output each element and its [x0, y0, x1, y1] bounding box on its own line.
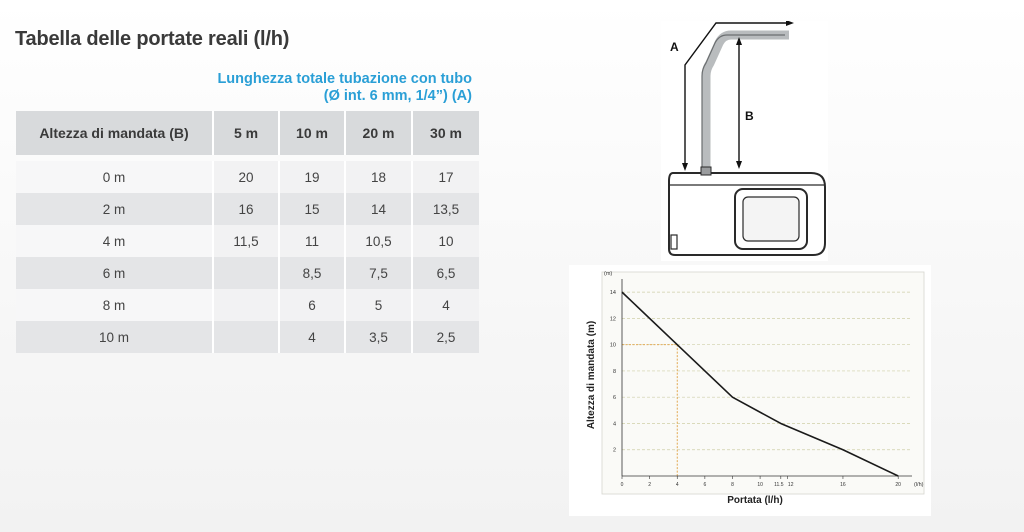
- table-cell: 6: [279, 289, 345, 321]
- table-row: [16, 161, 479, 193]
- table-cell: 6,5: [412, 257, 479, 289]
- x-tick-label: 11.5: [774, 482, 784, 488]
- table-row: [16, 321, 479, 353]
- table-cell: [213, 289, 279, 321]
- pump-body: [669, 167, 825, 255]
- table-cell: 3,5: [345, 321, 412, 353]
- x-tick-label: 20: [895, 482, 901, 488]
- y-tick-label: 14: [609, 290, 616, 297]
- table-cell: 7,5: [345, 257, 412, 289]
- x-tick-label: 2: [648, 482, 652, 488]
- table-cell: [213, 321, 279, 353]
- table-cell: 10,5: [345, 225, 412, 257]
- y-tick-label: 10: [609, 342, 616, 349]
- page-title: Tabella delle portate reali (l/h): [15, 28, 290, 50]
- flow-rate-table: [16, 111, 479, 353]
- y-tick-label: 8: [612, 368, 616, 375]
- table-row: [16, 289, 479, 321]
- pump-diagram: [661, 21, 828, 261]
- table-cell: 5: [345, 289, 412, 321]
- x-axis-label: Portata (l/h): [727, 495, 783, 506]
- caption-line-1: Lunghezza totale tubazione con tubo: [217, 71, 472, 87]
- table-cell: 11: [279, 225, 345, 257]
- x-tick-label: 16: [840, 482, 846, 488]
- table-cell: 13,5: [412, 193, 479, 225]
- table-cell: 10: [412, 225, 479, 257]
- table-cell: 16: [213, 193, 279, 225]
- x-tick-label: 8: [731, 482, 734, 488]
- x-unit-label: (l/h): [914, 482, 924, 488]
- row-label: 2 m: [16, 193, 213, 225]
- row-label: 8 m: [16, 289, 213, 321]
- row-label: 0 m: [16, 161, 213, 193]
- y-axis-label: Altezza di mandata (m): [586, 320, 597, 430]
- table-cell: 15: [279, 193, 345, 225]
- table-row: [16, 257, 479, 289]
- row-label: 6 m: [16, 257, 213, 289]
- table-cell: 18: [345, 161, 412, 193]
- caption-line-2: (Ø int. 6 mm, 1/4”) (A): [323, 88, 472, 104]
- header-10m: 10 m: [279, 111, 345, 155]
- x-tick-label: 10: [757, 482, 763, 488]
- table-cell: 20: [213, 161, 279, 193]
- table-cell: 17: [412, 161, 479, 193]
- table-header-row: [16, 111, 479, 155]
- table-cell: 4: [279, 321, 345, 353]
- table-cell: 11,5: [213, 225, 279, 257]
- label-a: A: [670, 40, 679, 54]
- row-label: 4 m: [16, 225, 213, 257]
- table-row: [16, 225, 479, 257]
- x-tick-label: 6: [703, 482, 707, 488]
- table-cell: 19: [279, 161, 345, 193]
- x-tick-label: 4: [675, 482, 679, 488]
- y-tick-label: 4: [612, 421, 616, 428]
- x-tick-label: 12: [787, 482, 794, 488]
- y-tick-label: 2: [612, 447, 616, 454]
- header-30m: 30 m: [412, 111, 479, 155]
- y-unit-label: (m): [604, 271, 613, 277]
- table-cell: 14: [345, 193, 412, 225]
- row-label: 10 m: [16, 321, 213, 353]
- table-cell: 2,5: [412, 321, 479, 353]
- table-caption: [170, 71, 472, 105]
- header-20m: 20 m: [345, 111, 412, 155]
- table-cell: 4: [412, 289, 479, 321]
- x-tick-label: 0: [620, 482, 624, 488]
- label-b: B: [745, 109, 754, 123]
- y-tick-label: 12: [609, 316, 616, 323]
- header-head-height: Altezza di mandata (B): [16, 111, 213, 155]
- table-row: [16, 193, 479, 225]
- table-cell: 8,5: [279, 257, 345, 289]
- flow-curve-chart: [569, 265, 931, 516]
- y-tick-label: 6: [612, 395, 616, 402]
- tube: [706, 35, 789, 169]
- table-cell: [213, 257, 279, 289]
- header-5m: 5 m: [213, 111, 279, 155]
